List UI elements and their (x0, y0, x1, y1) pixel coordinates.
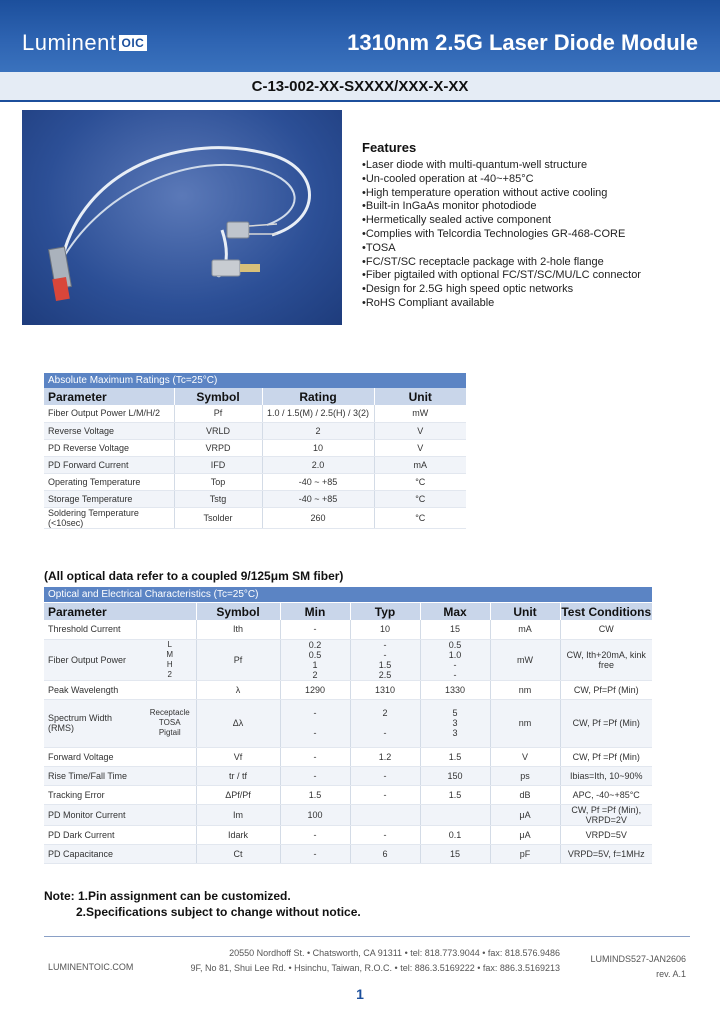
symbol-cell: Pf (174, 405, 262, 422)
table-row (44, 422, 466, 439)
feature-item: • Laser diode with multi-quantum-well structure (362, 159, 702, 173)
min-cell: 0.2 0.5 1 2 (280, 639, 350, 680)
typ-cell: - (350, 825, 420, 844)
min-cell: - - (280, 699, 350, 747)
symbol-cell: Vf (196, 747, 280, 766)
min-cell: - (280, 620, 350, 639)
unit-cell: ps (490, 766, 560, 785)
table-row (44, 680, 652, 699)
feature-item: • Built-in InGaAs monitor photodiode (362, 200, 702, 214)
address-us: 20550 Nordhoff St. • Chatsworth, CA 91311 • tel: 818.773.9044 • fax: 818.576.9486 (229, 948, 560, 958)
cond-cell: VRPD=5V, f=1MHz (560, 844, 652, 863)
unit-cell: V (490, 747, 560, 766)
rating-cell: 2 (262, 422, 374, 439)
max-cell (420, 804, 490, 825)
param-cell: Reverse Voltage (44, 422, 174, 439)
table-row (44, 439, 466, 456)
cond-cell: CW, Pf=Pf (Min) (560, 680, 652, 699)
logo-badge: OIC (119, 35, 148, 51)
features-section (362, 140, 702, 311)
symbol-cell: IFD (174, 456, 262, 473)
cond-cell: CW, Ith+20mA, kink free (560, 639, 652, 680)
table-row (44, 620, 652, 639)
sub-cell (144, 747, 196, 766)
part-number: C-13-002-XX-SXXXX/XXX-X-XX (0, 72, 720, 102)
feature-item: • RoHS Compliant available (362, 297, 702, 311)
typ-cell: 2 - (350, 699, 420, 747)
typ-cell: - (350, 766, 420, 785)
param-cell: Threshold Current (44, 620, 144, 639)
unit-cell: mA (374, 456, 466, 473)
symbol-cell: Pf (196, 639, 280, 680)
param-cell: Rise Time/Fall Time (44, 766, 144, 785)
features-heading: Features (362, 140, 417, 155)
unit-cell: °C (374, 473, 466, 490)
table-row (44, 473, 466, 490)
cond-cell: APC, -40~+85°C (560, 785, 652, 804)
typ-cell: 6 (350, 844, 420, 863)
table-row (44, 507, 466, 528)
logo-text: Luminent (22, 30, 117, 55)
note-1: Note: 1.Pin assignment can be customized. (44, 889, 291, 903)
footer-website[interactable]: LUMINENTOIC.COM (48, 962, 134, 972)
sub-cell (144, 680, 196, 699)
param-cell: Spectrum Width (RMS) (44, 699, 144, 747)
table-row (44, 456, 466, 473)
max-cell: 1.5 (420, 785, 490, 804)
cond-cell: CW (560, 620, 652, 639)
cond-cell: VRPD=5V (560, 825, 652, 844)
cond-cell: CW, Pf =Pf (Min) (560, 699, 652, 747)
max-cell: 15 (420, 844, 490, 863)
max-cell: 150 (420, 766, 490, 785)
unit-cell: V (374, 422, 466, 439)
col-max: Max (420, 603, 490, 620)
feature-item: • High temperature operation without active cooling (362, 187, 702, 201)
address-tw: 9F, No 81, Shui Lee Rd. • Hsinchu, Taiwan, R.O.C. • tel: 886.3.5169222 • fax: 886.3.5169213 (190, 963, 560, 973)
abs-max-caption: Absolute Maximum Ratings (Tc=25°C) (44, 373, 466, 388)
param-cell: Storage Temperature (44, 490, 174, 507)
unit-cell: mA (490, 620, 560, 639)
max-cell: 5 3 3 (420, 699, 490, 747)
opt-elec-caption: Optical and Electrical Characteristics (Tc=25°C) (44, 587, 652, 602)
min-cell: - (280, 766, 350, 785)
table-header-row (44, 603, 652, 620)
min-cell: - (280, 844, 350, 863)
cond-cell: Ibias=Ith, 10~90% (560, 766, 652, 785)
unit-cell: nm (490, 699, 560, 747)
col-symbol: Symbol (196, 603, 280, 620)
rating-cell: -40 ~ +85 (262, 473, 374, 490)
table-header-row (44, 388, 466, 405)
doc-id: LUMINDS527-JAN2606 (590, 954, 686, 964)
min-cell: - (280, 825, 350, 844)
laser-module-illustration (22, 110, 342, 325)
footer-divider (44, 936, 690, 937)
sub-cell (144, 766, 196, 785)
feature-item: • Complies with Telcordia Technologies GR-468-CORE (362, 228, 702, 242)
table-row (44, 490, 466, 507)
unit-cell: V (374, 439, 466, 456)
col-rating: Rating (262, 388, 374, 405)
unit-cell: mW (374, 405, 466, 422)
rating-cell: 2.0 (262, 456, 374, 473)
symbol-cell: Ith (196, 620, 280, 639)
opt-elec-table (44, 603, 652, 864)
sub-cell: L M H 2 (144, 639, 196, 680)
min-cell: 1290 (280, 680, 350, 699)
col-unit: Unit (490, 603, 560, 620)
unit-cell: dB (490, 785, 560, 804)
cond-cell: CW, Pf =Pf (Min) (560, 747, 652, 766)
unit-cell: nm (490, 680, 560, 699)
symbol-cell: Δλ (196, 699, 280, 747)
param-cell: Tracking Error (44, 785, 144, 804)
sub-cell (144, 804, 196, 825)
col-parameter: Parameter (44, 603, 196, 620)
opt-elec-body (44, 620, 652, 863)
notes-section (44, 888, 361, 920)
product-photo (22, 110, 342, 325)
unit-cell: μA (490, 804, 560, 825)
rating-cell: -40 ~ +85 (262, 490, 374, 507)
table-row (44, 747, 652, 766)
symbol-cell: Tsolder (174, 507, 262, 528)
unit-cell: °C (374, 507, 466, 528)
rating-cell: 10 (262, 439, 374, 456)
sub-cell (144, 844, 196, 863)
table-row (44, 405, 466, 422)
symbol-cell: tr / tf (196, 766, 280, 785)
cond-cell: CW, Pf =Pf (Min), VRPD=2V (560, 804, 652, 825)
symbol-cell: Ct (196, 844, 280, 863)
symbol-cell: VRLD (174, 422, 262, 439)
symbol-cell: Top (174, 473, 262, 490)
rating-cell: 1.0 / 1.5(M) / 2.5(H) / 3(2) (262, 405, 374, 422)
table-row (44, 844, 652, 863)
col-min: Min (280, 603, 350, 620)
param-cell: Soldering Temperature (<10sec) (44, 507, 174, 528)
typ-cell: - - 1.5 2.5 (350, 639, 420, 680)
max-cell: 0.1 (420, 825, 490, 844)
param-cell: Fiber Output Power L/M/H/2 (44, 405, 174, 422)
param-cell: PD Forward Current (44, 456, 174, 473)
typ-cell: - (350, 785, 420, 804)
param-cell: PD Capacitance (44, 844, 144, 863)
col-parameter: Parameter (44, 388, 174, 405)
feature-item: • Fiber pigtailed with optional FC/ST/SC/MU/LC connector (362, 269, 702, 283)
typ-cell: 10 (350, 620, 420, 639)
table-row (44, 804, 652, 825)
revision: rev. A.1 (656, 969, 686, 979)
symbol-cell: Tstg (174, 490, 262, 507)
unit-cell: μA (490, 825, 560, 844)
table-row (44, 785, 652, 804)
param-cell: Forward Voltage (44, 747, 144, 766)
min-cell: 1.5 (280, 785, 350, 804)
sub-cell: Receptacle TOSA Pigtail (144, 699, 196, 747)
symbol-cell: Im (196, 804, 280, 825)
symbol-cell: VRPD (174, 439, 262, 456)
max-cell: 0.5 1.0 - - (420, 639, 490, 680)
rating-cell: 260 (262, 507, 374, 528)
page-header (0, 0, 720, 72)
typ-cell: 1.2 (350, 747, 420, 766)
unit-cell: pF (490, 844, 560, 863)
typ-cell: 1310 (350, 680, 420, 699)
max-cell: 15 (420, 620, 490, 639)
footer-address (140, 946, 560, 976)
sub-cell (144, 620, 196, 639)
feature-item: • Hermetically sealed active component (362, 214, 702, 228)
abs-max-body (44, 405, 466, 528)
max-cell: 1.5 (420, 747, 490, 766)
param-cell: PD Monitor Current (44, 804, 144, 825)
col-typ: Typ (350, 603, 420, 620)
unit-cell: mW (490, 639, 560, 680)
abs-max-table (44, 388, 466, 529)
symbol-cell: λ (196, 680, 280, 699)
symbol-cell: ΔPf/Pf (196, 785, 280, 804)
param-cell: Peak Wavelength (44, 680, 144, 699)
footer-doc-info (590, 952, 686, 982)
table-row (44, 699, 652, 747)
symbol-cell: Idark (196, 825, 280, 844)
param-cell: Operating Temperature (44, 473, 174, 490)
sub-cell (144, 785, 196, 804)
unit-cell: °C (374, 490, 466, 507)
table-row (44, 766, 652, 785)
company-logo (22, 30, 147, 56)
sub-cell (144, 825, 196, 844)
param-cell: PD Dark Current (44, 825, 144, 844)
page-number: 1 (356, 986, 364, 1002)
feature-item: • TOSA (362, 242, 702, 256)
table-row (44, 639, 652, 680)
col-unit: Unit (374, 388, 466, 405)
col-symbol: Symbol (174, 388, 262, 405)
feature-item: • Design for 2.5G high speed optic networks (362, 283, 702, 297)
feature-item: • FC/ST/SC receptacle package with 2-hole flange (362, 256, 702, 270)
param-cell: Fiber Output Power (44, 639, 144, 680)
features-list (362, 159, 702, 311)
max-cell: 1330 (420, 680, 490, 699)
table-row (44, 825, 652, 844)
typ-cell (350, 804, 420, 825)
col-test-conditions: Test Conditions (561, 604, 652, 619)
feature-item: • Un-cooled operation at -40~+85°C (362, 173, 702, 187)
param-cell: PD Reverse Voltage (44, 439, 174, 456)
min-cell: 100 (280, 804, 350, 825)
product-title: 1310nm 2.5G Laser Diode Module (347, 30, 698, 55)
min-cell: - (280, 747, 350, 766)
note-2: 2.Specifications subject to change without notice. (76, 905, 361, 919)
optical-note: (All optical data refer to a coupled 9/125μm SM fiber) (44, 569, 344, 583)
